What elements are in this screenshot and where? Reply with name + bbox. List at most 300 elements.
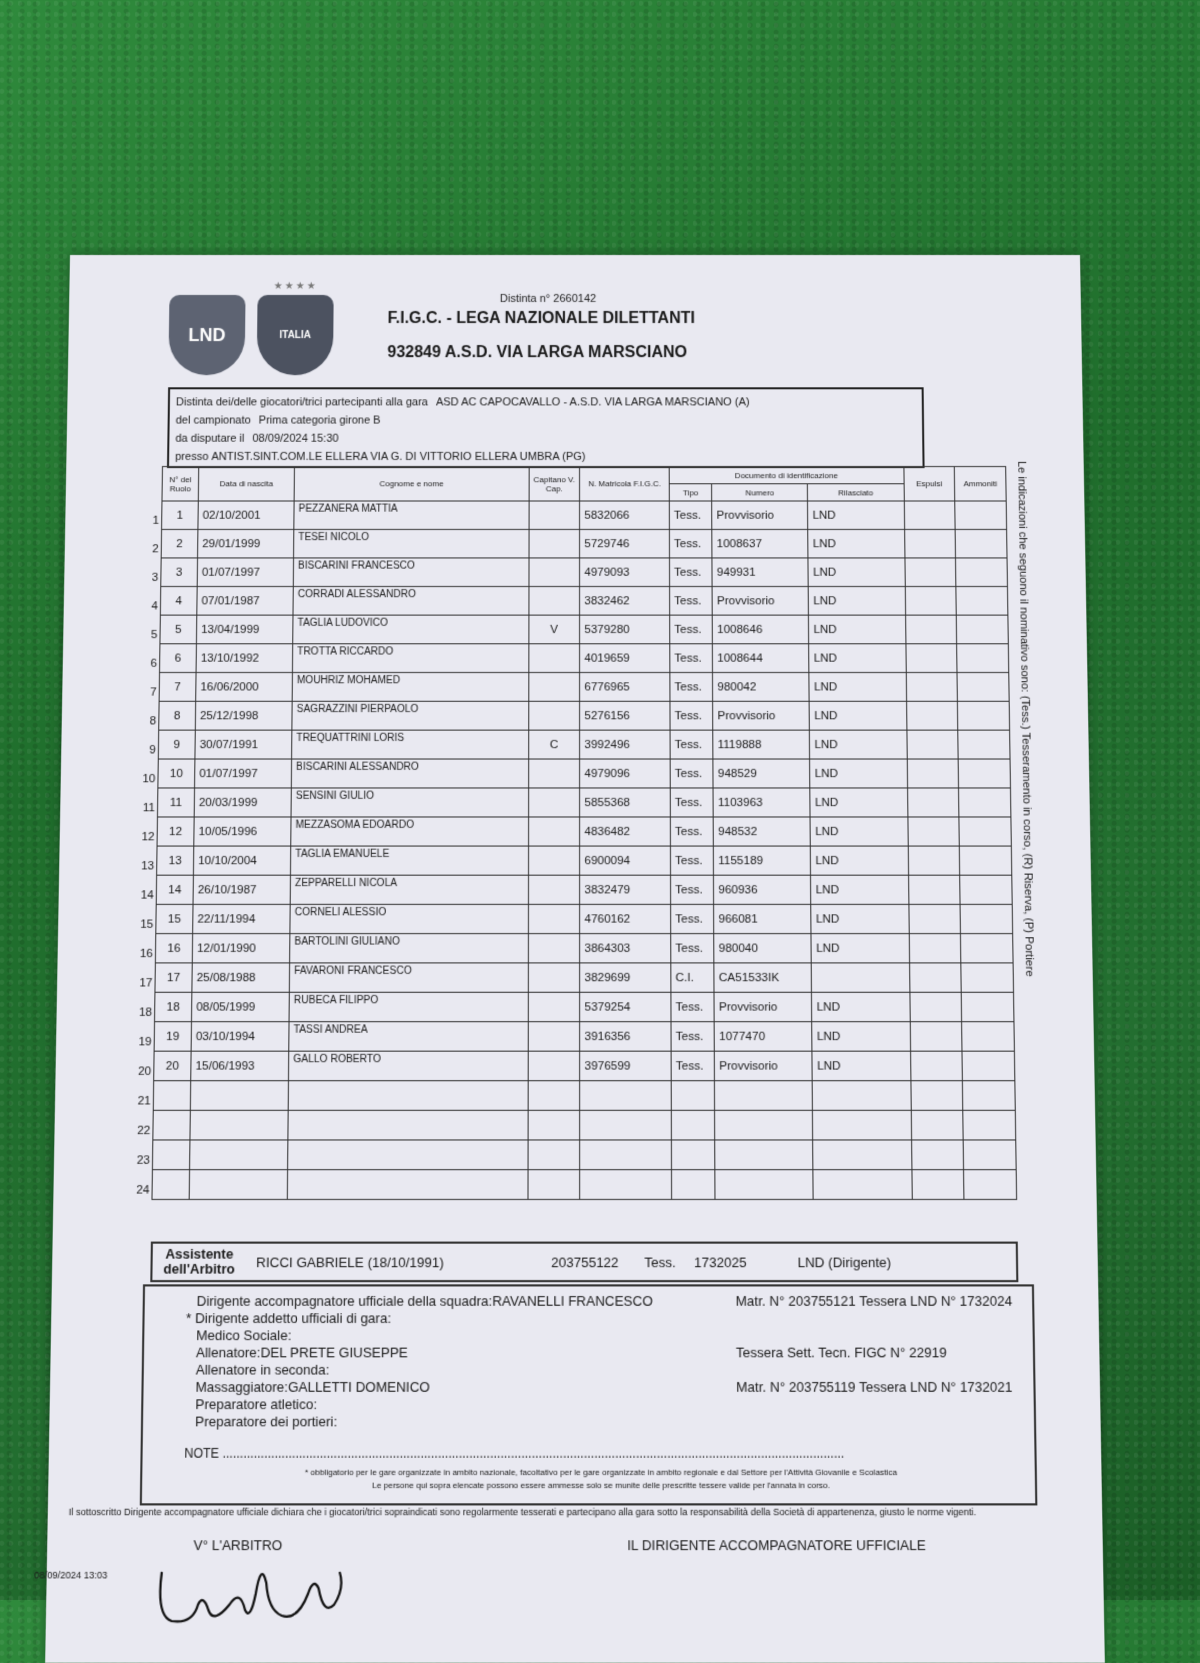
- table-row: [159, 701, 1010, 730]
- cell-tipo: Tess.: [670, 673, 713, 702]
- cell-ammoniti: [959, 817, 1011, 846]
- cell-nascita: 30/07/1991: [195, 730, 292, 759]
- cell-capitano: [528, 904, 580, 933]
- cell-matricola: 3992496: [580, 730, 670, 759]
- cell-ammoniti: [958, 759, 1010, 788]
- gara-value: ASD AC CAPOCAVALLO - A.S.D. VIA LARGA MARSCIANO (A): [435, 396, 750, 409]
- cell-tipo: Tess.: [670, 615, 713, 644]
- row-number: 7: [150, 686, 157, 699]
- cell-ammoniti: [963, 1140, 1016, 1170]
- cell-espulsi: [906, 701, 958, 730]
- cell-capitano: [529, 501, 580, 529]
- cell-capitano: [528, 1051, 580, 1081]
- footnote-1: * obbligatorio per le gare organizzate in ambito nazionale, facoltativo per le gare organizzate in ambito regionale e dal Settore per l'Attività Giovanile e Scolastica: [304, 1467, 898, 1478]
- cell-capitano: V: [528, 615, 579, 644]
- cell-ammoniti: [957, 673, 1009, 702]
- arbitro-label: V° L'ARBITRO: [193, 1537, 283, 1554]
- cell-numero: 1008646: [712, 615, 809, 644]
- assistant-name: RICCI GABRIELE (18/10/1991): [256, 1253, 444, 1270]
- cell-numero: Provvisorio: [712, 586, 808, 615]
- footnote-2: Le persone qui sopra elencate possono essere ammesse solo se munite delle prescritte tessere valide per l'annata in corso.: [372, 1480, 831, 1491]
- cell-ammoniti: [963, 1081, 1016, 1111]
- massaggiatore-matr: Matr. N° 203755119 Tessera LND N° 1732021: [736, 1378, 1013, 1396]
- cell-numero: 1119888: [713, 730, 810, 759]
- table-row: [161, 529, 1007, 557]
- stars-icon: ★★★★: [273, 280, 318, 292]
- cell-espulsi: [905, 615, 957, 644]
- cell-ruolo: 17: [155, 963, 192, 992]
- row-number: 9: [149, 744, 156, 757]
- cell-espulsi: [904, 501, 956, 529]
- cell-nome: [287, 1170, 527, 1200]
- table-row: [154, 1022, 1014, 1051]
- venue-value: ANTIST.SINT.COM.LE ELLERA VIA G. DI VITTORIO ELLERA UMBRA (PG): [211, 450, 586, 463]
- col-espulsi: Espulsi: [903, 467, 955, 501]
- cell-nome: BISCARINI FRANCESCO: [293, 558, 528, 587]
- cell-ammoniti: [961, 963, 1013, 992]
- table-row: [153, 1110, 1016, 1140]
- col-tipo: Tipo: [669, 484, 712, 501]
- cell-numero: 949931: [712, 558, 808, 587]
- table-row: [155, 992, 1014, 1021]
- cell-matricola: 4836482: [580, 817, 671, 846]
- cell-nome: MOUHRIZ MOHAMED: [292, 673, 528, 702]
- table-row: [154, 1051, 1015, 1081]
- cell-rilasciato: LND: [809, 701, 906, 730]
- cell-ammoniti: [960, 875, 1012, 904]
- cell-numero: 966081: [714, 904, 812, 933]
- cell-rilasciato: [813, 1170, 911, 1200]
- club-name: 932849 A.S.D. VIA LARGA MARSCIANO: [387, 344, 688, 362]
- cell-nome: [288, 1081, 528, 1111]
- cell-matricola: 5729746: [580, 529, 670, 557]
- cell-tipo: Tess.: [670, 644, 713, 673]
- cell-tipo: [671, 1081, 715, 1111]
- row-number: 2: [152, 543, 159, 556]
- cell-nome: TASSI ANDREA: [289, 1022, 528, 1051]
- assistant-tipo: Tess.: [644, 1253, 676, 1270]
- cell-nascita: [190, 1081, 288, 1111]
- col-rilasciato: Rilasciato: [808, 484, 904, 501]
- cell-espulsi: [909, 992, 961, 1021]
- cell-rilasciato: LND: [809, 673, 906, 702]
- cell-ruolo: 10: [158, 759, 195, 788]
- cell-espulsi: [910, 1022, 962, 1051]
- row-number: 6: [150, 657, 158, 670]
- campionato-label: del campionato: [175, 414, 251, 427]
- cell-tipo: Tess.: [671, 904, 714, 933]
- cell-matricola: 5379254: [580, 992, 671, 1021]
- cell-rilasciato: LND: [810, 788, 907, 817]
- cell-matricola: 5855368: [580, 788, 671, 817]
- cell-matricola: 4979093: [580, 558, 670, 587]
- cell-espulsi: [907, 759, 959, 788]
- cell-rilasciato: LND: [812, 1051, 910, 1081]
- cell-ruolo: 7: [159, 673, 196, 702]
- cell-tipo: Tess.: [671, 1022, 715, 1051]
- cell-tipo: Tess.: [671, 934, 714, 963]
- cell-ammoniti: [959, 788, 1011, 817]
- cell-nascita: 03/10/1994: [191, 1022, 289, 1051]
- cell-numero: Provvisorio: [712, 501, 808, 529]
- cell-capitano: [528, 673, 580, 702]
- cell-ammoniti: [964, 1170, 1017, 1200]
- cell-nascita: [189, 1170, 288, 1200]
- cell-rilasciato: LND: [812, 1022, 910, 1051]
- cell-ruolo: 16: [155, 934, 192, 963]
- col-nascita: Data di nascita: [198, 467, 294, 501]
- table-row: [158, 730, 1010, 759]
- table-row: [156, 875, 1012, 904]
- row-number: 13: [141, 860, 155, 873]
- cell-tipo: Tess.: [670, 759, 713, 788]
- row-number: 5: [150, 628, 158, 642]
- players-section: [110, 466, 998, 1200]
- cell-tipo: [671, 1110, 715, 1140]
- cell-tipo: [671, 1140, 715, 1170]
- cell-nascita: 26/10/1987: [193, 875, 291, 904]
- cell-capitano: [528, 1140, 580, 1170]
- cell-rilasciato: LND: [810, 817, 907, 846]
- cell-rilasciato: LND: [808, 501, 904, 529]
- cell-capitano: [528, 701, 580, 730]
- cell-espulsi: [904, 529, 956, 557]
- row-number: 12: [141, 830, 155, 844]
- col-nome: Cognome e nome: [294, 467, 529, 501]
- cell-nome: BISCARINI ALESSANDRO: [291, 759, 528, 788]
- assistant-matricola: 203755122: [551, 1253, 619, 1270]
- cell-numero: [715, 1081, 813, 1111]
- lnd-logo: LND: [168, 295, 245, 375]
- cell-ruolo: [153, 1081, 190, 1111]
- cell-nascita: [190, 1110, 288, 1140]
- cell-ruolo: 3: [161, 558, 198, 587]
- cell-nome: CORRADI ALESSANDRO: [293, 586, 528, 615]
- cell-nome: ZEPPARELLI NICOLA: [290, 875, 528, 904]
- cell-rilasciato: LND: [808, 558, 904, 587]
- row-number: 21: [137, 1094, 151, 1108]
- cell-ammoniti: [963, 1110, 1016, 1140]
- table-row: [152, 1170, 1017, 1200]
- cell-capitano: C: [528, 730, 580, 759]
- cell-ammoniti: [961, 992, 1014, 1021]
- cell-rilasciato: LND: [812, 992, 910, 1021]
- cell-nascita: 02/10/2001: [198, 501, 294, 529]
- declaration: Il sottoscritto Dirigente accompagnatore ufficiale dichiara che i giocatori/trici sopraindicati sono regolarmente tesserati e partecipano alla gara sotto la responsabilità della Società di appartenenza, giusto le norme vigenti.: [68, 1506, 977, 1518]
- preparatore-line: Preparatore atletico:: [195, 1396, 318, 1413]
- cell-nascita: 25/12/1998: [195, 701, 292, 730]
- gara-label: Distinta dei/delle giocatori/trici partecipanti alla gara: [175, 396, 428, 409]
- cell-ammoniti: [958, 730, 1010, 759]
- cell-nascita: 22/11/1994: [193, 904, 291, 933]
- cell-tipo: Tess.: [670, 788, 713, 817]
- cell-rilasciato: LND: [809, 644, 906, 673]
- table-row: [153, 1081, 1015, 1111]
- cell-nome: SAGRAZZINI PIERPAOLO: [292, 701, 528, 730]
- cell-nome: FAVARONI FRANCESCO: [289, 963, 528, 992]
- cell-rilasciato: LND: [810, 759, 907, 788]
- cell-nome: PEZZANERA MATTIA: [294, 501, 529, 529]
- massaggiatore-line: Massaggiatore:GALLETTI DOMENICO: [195, 1378, 430, 1396]
- assistant-label: Assistente dell'Arbitro: [163, 1245, 235, 1277]
- cell-capitano: [528, 1081, 580, 1111]
- row-number: 24: [136, 1184, 150, 1197]
- date-value: 08/09/2024 15:30: [252, 432, 339, 445]
- cell-rilasciato: [813, 1140, 911, 1170]
- cell-espulsi: [906, 730, 958, 759]
- cell-matricola: 5379280: [580, 615, 670, 644]
- cell-capitano: [528, 558, 579, 587]
- cell-matricola: 3864303: [580, 934, 671, 963]
- cell-capitano: [529, 529, 580, 557]
- cell-ruolo: 5: [160, 615, 197, 644]
- cell-numero: Provvisorio: [713, 701, 810, 730]
- row-number: 10: [142, 772, 156, 786]
- cell-nascita: 20/03/1999: [194, 788, 291, 817]
- row-number: 14: [140, 889, 154, 902]
- cell-numero: [715, 1110, 813, 1140]
- cell-numero: CA51533IK: [714, 963, 812, 992]
- cell-nome: CORNELI ALESSIO: [290, 904, 528, 933]
- table-row: [162, 501, 1007, 529]
- cell-matricola: 5276156: [580, 701, 670, 730]
- cell-numero: 1077470: [714, 1022, 812, 1051]
- cell-espulsi: [911, 1170, 964, 1200]
- cell-tipo: Tess.: [671, 1051, 715, 1081]
- cell-espulsi: [908, 875, 960, 904]
- table-row: [160, 586, 1008, 615]
- cell-numero: Provvisorio: [714, 992, 812, 1021]
- cell-nome: SENSINI GIULIO: [291, 788, 528, 817]
- row-number: 22: [137, 1124, 151, 1138]
- cell-nome: BARTOLINI GIULIANO: [290, 934, 528, 963]
- cell-matricola: 3832479: [580, 875, 671, 904]
- cell-ruolo: 8: [159, 701, 196, 730]
- cell-ammoniti: [958, 701, 1010, 730]
- cell-ruolo: 1: [162, 501, 199, 529]
- col-capitano: Capitano V. Cap.: [529, 467, 580, 501]
- cell-numero: 1008637: [712, 529, 808, 557]
- players-table: [151, 466, 1017, 1200]
- cell-ammoniti: [962, 1051, 1015, 1081]
- preparatore-portieri-line: Preparatore dei portieri:: [195, 1413, 338, 1430]
- cell-ammoniti: [955, 501, 1007, 529]
- cell-matricola: [580, 1140, 672, 1170]
- cell-espulsi: [911, 1140, 964, 1170]
- cell-nome: MEZZASOMA EDOARDO: [291, 817, 528, 846]
- cell-espulsi: [904, 558, 956, 587]
- date-label: da disputare il: [175, 432, 245, 445]
- cell-nascita: 29/01/1999: [197, 529, 293, 557]
- cell-capitano: [528, 1170, 580, 1200]
- cell-nome: [288, 1110, 528, 1140]
- cell-ruolo: 18: [155, 992, 192, 1021]
- col-documento: Documento di identificazione: [669, 467, 903, 484]
- cell-rilasciato: [813, 1110, 911, 1140]
- referee-signature: [151, 1528, 361, 1626]
- side-legend: Le indicazioni che seguono il nominativo sono: (Tess.) Tesseramento in corso, (R) Riserva, (P) Portiere: [1015, 460, 1036, 977]
- document-title: F.I.G.C. - LEGA NAZIONALE DILETTANTI: [387, 309, 695, 328]
- cell-capitano: [528, 759, 580, 788]
- row-number: 4: [151, 600, 159, 613]
- cell-rilasciato: LND: [809, 615, 906, 644]
- row-number: 23: [136, 1154, 151, 1168]
- table-row: [152, 1140, 1016, 1170]
- col-matricola: N. Matricola F.I.G.C.: [580, 467, 670, 501]
- cell-numero: [715, 1140, 813, 1170]
- cell-ruolo: [152, 1140, 189, 1170]
- cell-espulsi: [910, 1051, 963, 1081]
- row-number: 3: [151, 571, 159, 584]
- assistant-referee-row: [150, 1242, 1018, 1283]
- cell-ruolo: 12: [157, 817, 194, 846]
- print-timestamp: 08/09/2024 13:03: [34, 1569, 108, 1581]
- cell-numero: 960936: [714, 875, 811, 904]
- cell-ruolo: 6: [160, 644, 197, 673]
- cell-espulsi: [909, 963, 961, 992]
- table-row: [160, 644, 1009, 673]
- cell-tipo: Tess.: [670, 586, 713, 615]
- cell-nascita: 01/07/1997: [194, 759, 291, 788]
- cell-espulsi: [908, 904, 960, 933]
- cell-rilasciato: LND: [811, 934, 909, 963]
- cell-ruolo: 20: [154, 1051, 191, 1081]
- table-row: [157, 817, 1011, 846]
- cell-tipo: Tess.: [670, 817, 713, 846]
- cell-tipo: Tess.: [670, 558, 713, 587]
- cell-capitano: [528, 846, 580, 875]
- cell-capitano: [528, 992, 580, 1021]
- cell-espulsi: [909, 934, 961, 963]
- cell-numero: 948529: [713, 759, 810, 788]
- cell-ruolo: 13: [157, 846, 194, 875]
- row-number: 17: [139, 977, 153, 990]
- cell-matricola: 3829699: [580, 963, 671, 992]
- cell-ammoniti: [962, 1022, 1015, 1051]
- cell-ammoniti: [956, 558, 1008, 587]
- cell-tipo: Tess.: [669, 529, 712, 557]
- cell-tipo: [672, 1170, 716, 1200]
- distinta-number: Distinta n° 2660142: [499, 292, 597, 305]
- table-row: [160, 615, 1008, 644]
- cell-ruolo: 4: [160, 586, 197, 615]
- cell-rilasciato: [812, 963, 910, 992]
- cell-numero: 1155189: [714, 846, 811, 875]
- cell-tipo: Tess.: [671, 875, 714, 904]
- cell-numero: 980040: [714, 934, 812, 963]
- match-sheet-paper: [34, 255, 1105, 1663]
- cell-matricola: [580, 1081, 671, 1111]
- cell-ruolo: 19: [154, 1022, 191, 1051]
- cell-capitano: [528, 817, 580, 846]
- logos: [168, 280, 333, 375]
- medico-line: Medico Sociale:: [196, 1327, 292, 1344]
- venue-label: presso: [175, 450, 209, 463]
- cell-ammoniti: [956, 586, 1008, 615]
- cell-nome: GALLO ROBERTO: [288, 1051, 527, 1081]
- cell-espulsi: [906, 673, 958, 702]
- cell-nascita: 12/01/1990: [192, 934, 290, 963]
- cell-matricola: [580, 1170, 672, 1200]
- cell-nascita: 07/01/1987: [197, 586, 294, 615]
- cell-ruolo: [152, 1170, 189, 1200]
- cell-numero: 1103963: [713, 788, 810, 817]
- cell-ruolo: 14: [156, 875, 193, 904]
- cell-matricola: 4019659: [580, 644, 670, 673]
- cell-tipo: Tess.: [671, 992, 714, 1021]
- table-row: [158, 759, 1011, 788]
- cell-numero: 1008644: [713, 644, 810, 673]
- cell-tipo: Tess.: [670, 701, 713, 730]
- cell-nascita: 10/05/1996: [194, 817, 291, 846]
- col-ammoniti: Ammoniti: [955, 467, 1007, 501]
- cell-ammoniti: [957, 644, 1009, 673]
- cell-ruolo: 11: [157, 788, 194, 817]
- cell-nome: TREQUATTRINI LORIS: [292, 730, 529, 759]
- cell-nome: RUBECA FILIPPO: [289, 992, 528, 1021]
- cell-nome: TAGLIA EMANUELE: [290, 846, 528, 875]
- table-row: [155, 934, 1013, 963]
- cell-nome: TROTTA RICCARDO: [292, 644, 528, 673]
- cell-espulsi: [905, 644, 957, 673]
- cell-ammoniti: [960, 846, 1012, 875]
- cell-numero: 948532: [713, 817, 810, 846]
- cell-nascita: 08/05/1999: [191, 992, 289, 1021]
- col-numero: Numero: [712, 484, 808, 501]
- row-number: 15: [140, 918, 154, 931]
- row-number: 16: [139, 947, 154, 961]
- cell-nascita: 15/06/1993: [191, 1051, 289, 1081]
- assistant-numero: 1732025: [694, 1253, 747, 1270]
- cell-espulsi: [907, 817, 959, 846]
- cell-rilasciato: LND: [811, 875, 909, 904]
- row-number: 20: [137, 1065, 152, 1079]
- table-row: [156, 904, 1013, 933]
- cell-matricola: 5832066: [580, 501, 670, 529]
- cell-tipo: Tess.: [669, 501, 712, 529]
- row-number: 18: [138, 1006, 153, 1020]
- cell-nascita: [189, 1140, 287, 1170]
- cell-espulsi: [910, 1081, 963, 1111]
- cell-nome: TESEI NICOLO: [294, 529, 529, 557]
- cell-matricola: 6900094: [580, 846, 671, 875]
- cell-capitano: [528, 788, 580, 817]
- cell-rilasciato: LND: [811, 904, 909, 933]
- cell-espulsi: [907, 788, 959, 817]
- table-row: [157, 788, 1010, 817]
- cell-capitano: [528, 875, 580, 904]
- cell-nascita: 16/06/2000: [196, 673, 293, 702]
- assistant-rilasciato: LND (Dirigente): [797, 1253, 892, 1270]
- note-line: NOTE ...................................................................................................................................................................................: [184, 1445, 845, 1461]
- dirigente-matr: Matr. N° 203755121 Tessera LND N° 1732024: [735, 1292, 1013, 1309]
- cell-espulsi: [908, 846, 960, 875]
- table-row: [161, 558, 1008, 587]
- cell-numero: [715, 1170, 813, 1200]
- cell-nascita: 13/10/1992: [196, 644, 293, 673]
- cell-matricola: 3832462: [580, 586, 670, 615]
- cell-nascita: 10/10/2004: [193, 846, 290, 875]
- cell-ruolo: 2: [161, 529, 198, 557]
- cell-ammoniti: [956, 615, 1008, 644]
- cell-capitano: [528, 1110, 580, 1140]
- cell-capitano: [528, 586, 579, 615]
- cell-ruolo: 9: [158, 730, 195, 759]
- cell-nome: [288, 1140, 528, 1170]
- cell-capitano: [528, 934, 580, 963]
- cell-espulsi: [905, 586, 957, 615]
- campionato-value: Prima categoria girone B: [258, 414, 381, 427]
